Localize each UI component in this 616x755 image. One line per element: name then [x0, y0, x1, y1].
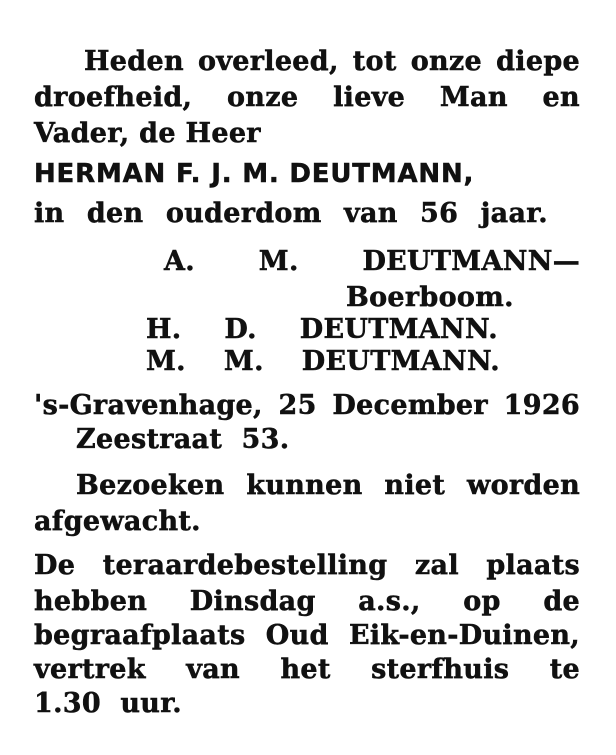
word: lieve [333, 82, 406, 113]
word: het [280, 654, 331, 685]
word: de [543, 586, 580, 617]
word: hebben [34, 586, 148, 617]
year: 1926 [503, 390, 580, 421]
word: begraafplaats [34, 620, 246, 651]
word: droefheid, [34, 82, 193, 113]
word: niet [384, 470, 446, 501]
age-line [34, 198, 548, 230]
word: ouderdom [165, 198, 322, 229]
word: tot [352, 46, 397, 77]
intro-line-3: Vader, de Heer [34, 118, 261, 149]
visits-line-2: afgewacht. [34, 506, 201, 537]
word: Man [439, 82, 508, 113]
word: jaar. [480, 198, 548, 229]
family-member-3 [146, 346, 500, 378]
word: onze [410, 46, 483, 77]
word: plaats [486, 550, 580, 581]
funeral-time: 1.30 uur. [34, 688, 182, 719]
word: Eik-en-Duinen, [348, 620, 580, 651]
initial: A. [164, 246, 195, 277]
funeral-line-4 [34, 654, 580, 686]
word: a.s., [358, 586, 421, 617]
address: Zeestraat 53. [76, 424, 290, 455]
intro-line-1 [84, 46, 580, 78]
surname: DEUTMANN. [299, 314, 498, 345]
word: Bezoeken [76, 470, 225, 501]
initial: D. [224, 314, 257, 345]
initial: M. [258, 246, 299, 277]
surname: DEUTMANN. [301, 346, 500, 377]
word: op [463, 586, 501, 617]
word: den [86, 198, 144, 229]
word: 56 [420, 198, 459, 229]
word: diepe [496, 46, 580, 77]
word: van [343, 198, 398, 229]
initial: M. [223, 346, 264, 377]
word: van [186, 654, 240, 685]
initial: H. [146, 314, 182, 345]
word: worden [467, 470, 580, 501]
word: De [34, 550, 76, 581]
place: 's-Gravenhage, [34, 390, 263, 421]
word: te [549, 654, 580, 685]
word: in [34, 198, 65, 229]
surname: DEUTMANN— [362, 246, 580, 277]
month: December [332, 390, 488, 421]
family-member-2 [146, 314, 498, 346]
intro-line-2 [34, 82, 580, 114]
word: onze [226, 82, 299, 113]
word: sterfhuis [371, 654, 510, 685]
word: Oud [265, 620, 329, 651]
word: kunnen [246, 470, 363, 501]
funeral-line-2 [34, 586, 580, 618]
funeral-line-3 [34, 620, 580, 652]
initial: M. [146, 346, 186, 377]
day: 25 [278, 390, 317, 421]
visits-line-1 [76, 470, 580, 502]
word: zal [414, 550, 459, 581]
family-member-1 [164, 246, 580, 278]
place-date [34, 390, 580, 422]
funeral-line-1 [34, 550, 580, 582]
word: overleed, [197, 46, 339, 77]
deceased-name: HERMAN F. J. M. DEUTMANN, [34, 159, 475, 189]
word: Dinsdag [189, 586, 316, 617]
word: teraardebestelling [102, 550, 388, 581]
word: Heden [84, 46, 184, 77]
family-member-1-maiden-name: Boerboom. [346, 282, 514, 313]
word: en [542, 82, 580, 113]
word: vertrek [34, 654, 146, 685]
